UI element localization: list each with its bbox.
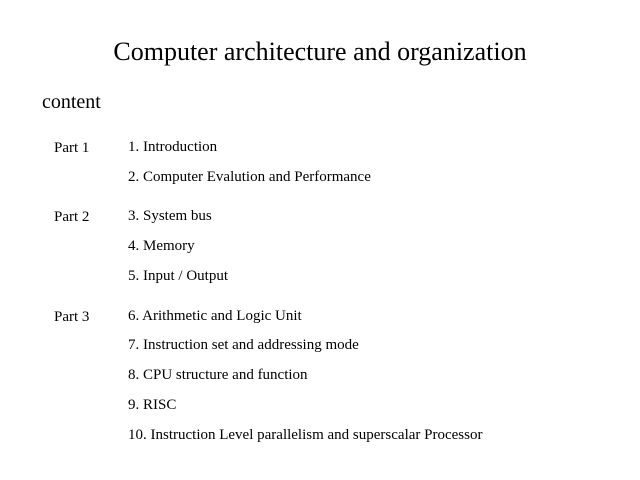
content-item: 1. Introduction (128, 139, 218, 155)
content-item: 2. Computer Evalution and Performance (128, 169, 371, 185)
content-item: 9. RISC (128, 397, 177, 413)
part-1-label: Part 1 (54, 140, 90, 156)
content-item: 5. Input / Output (128, 268, 228, 284)
content-item: 3. System bus (128, 208, 212, 224)
part-3-label: Part 3 (54, 309, 90, 325)
content-item: 7. Instruction set and addressing mode (128, 337, 359, 353)
part-2-label: Part 2 (54, 209, 90, 225)
slide-title: Computer architecture and organization (113, 37, 527, 66)
content-item: 4. Memory (128, 238, 195, 254)
content-item: 6. Arithmetic and Logic Unit (128, 308, 302, 324)
content-item: 10. Instruction Level parallelism and superscalar Processor (128, 427, 483, 443)
slide-subtitle: content (42, 91, 101, 113)
content-item: 8. CPU structure and function (128, 367, 308, 383)
